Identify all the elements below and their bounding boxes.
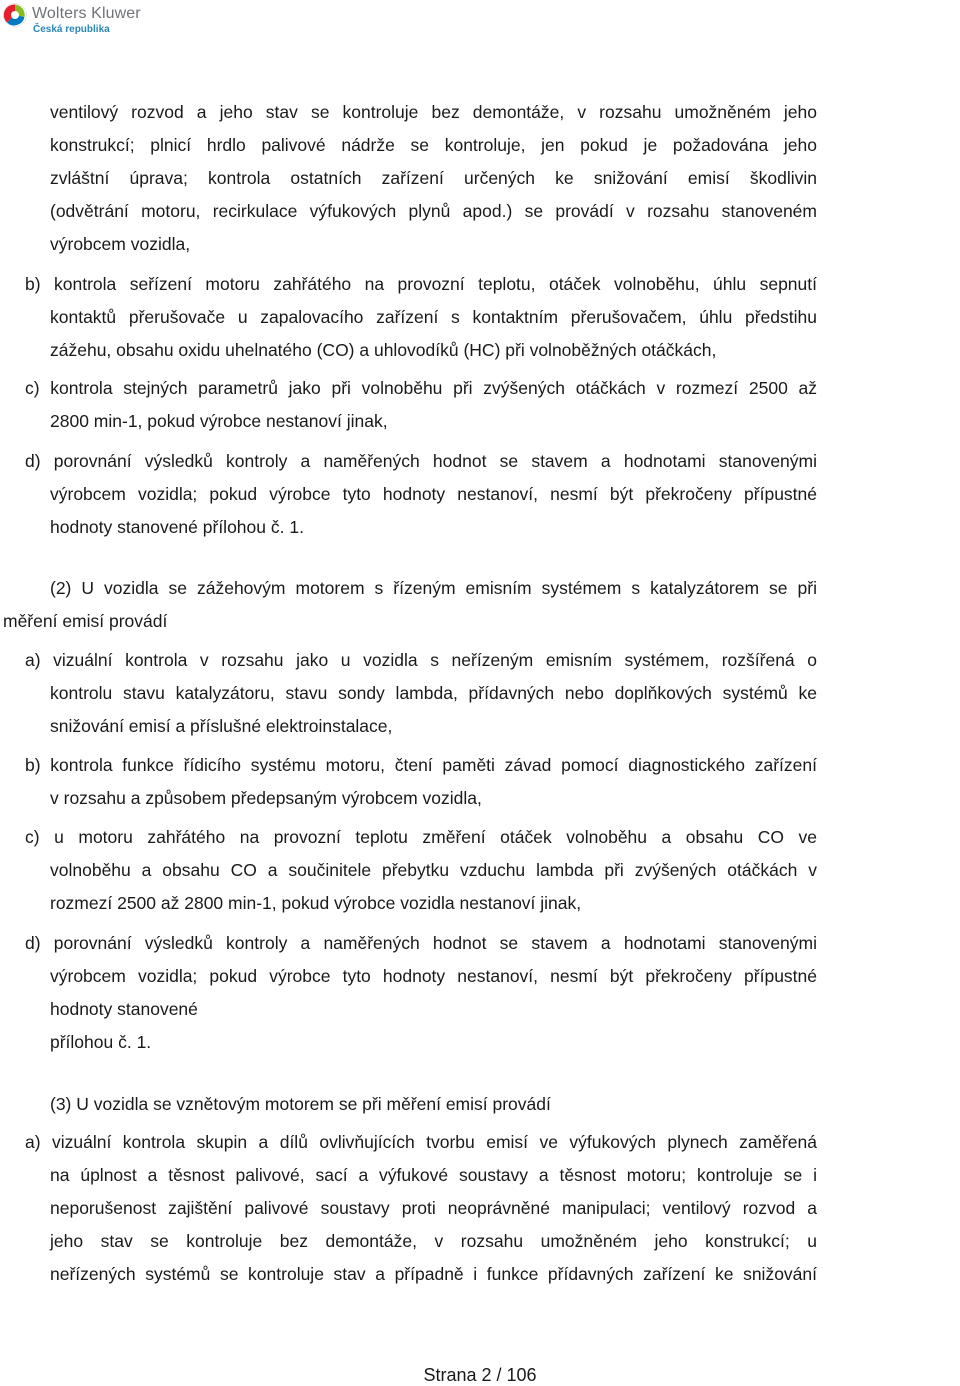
text-line: c) u motoru zahřátého na provozní teplotu změření otáček volnoběhu a obsahu CO ve [25, 827, 817, 847]
text-line: jeho stav se kontroluje bez demontáže, v rozsahu umožněném jeho konstrukcí; u [50, 1231, 817, 1251]
text-line: a) vizuální kontrola v rozsahu jako u vozidla s neřízeným emisním systémem, rozšířená o [25, 650, 817, 670]
text-line: rozmezí 2500 až 2800 min-1, pokud výrobce vozidla nestanoví jinak, [50, 893, 582, 913]
text-line: kontaktů přerušovače u zapalovacího zařízení s kontaktním přerušovačem, úhlu předstihu [50, 307, 817, 327]
text-line: d) porovnání výsledků kontroly a naměřených hodnot se stavem a hodnotami stanovenými [25, 451, 817, 471]
text-line: hodnoty stanovené [50, 999, 198, 1019]
text-line: d) porovnání výsledků kontroly a naměřených hodnot se stavem a hodnotami stanovenými [25, 933, 817, 953]
text-line: konstrukcí; plnicí hrdlo palivové nádrže se kontroluje, jen pokud je požadována jeho [50, 135, 817, 155]
text-line: výrobcem vozidla, [50, 234, 191, 254]
text-line: 2800 min-1, pokud výrobce nestanoví jinak, [50, 411, 388, 431]
page-number: Strana 2 / 106 [423, 1365, 537, 1385]
text-line: výrobcem vozidla; pokud výrobce tyto hodnoty nestanoví, nesmí být překročeny přípustné [50, 966, 817, 986]
text-line: na úplnost a těsnost palivové, sací a výfukové soustavy a těsnost motoru; kontroluje se i [50, 1165, 817, 1185]
text-line: měření emisí provádí [3, 611, 168, 631]
text-line: hodnoty stanovené přílohou č. 1. [50, 517, 304, 537]
text-line: volnoběhu a obsahu CO a součinitele přebytku vzduchu lambda při zvýšených otáčkách v [50, 860, 817, 880]
text-line: ventilový rozvod a jeho stav se kontroluje bez demontáže, v rozsahu umožněném jeho [50, 102, 817, 122]
text-line: výrobcem vozidla; pokud výrobce tyto hodnoty nestanoví, nesmí být překročeny přípustné [50, 484, 817, 504]
text-line: přílohou č. 1. [50, 1032, 152, 1052]
brand-subtitle: Česká republika [33, 24, 110, 35]
text-line: neřízených systémů se kontroluje stav a případně i funkce přídavných zařízení ke snižování [50, 1264, 817, 1284]
text-line: kontrolu stavu katalyzátoru, stavu sondy lambda, přídavných nebo doplňkových systémů ke [50, 683, 817, 703]
text-line: zážehu, obsahu oxidu uhelnatého (CO) a uhlovodíků (HC) při volnoběžných otáčkách, [50, 340, 717, 360]
wolters-kluwer-logo-icon [3, 3, 27, 27]
text-line: zvláštní úprava; kontrola ostatních zařízení určených ke snižování emisí škodlivin [50, 168, 817, 188]
text-line: (odvětrání motoru, recirkulace výfukových plynů apod.) se provádí v rozsahu stanoveném [50, 201, 817, 221]
brand-logo [3, 3, 153, 37]
text-line: snižování emisí a příslušné elektroinstalace, [50, 716, 393, 736]
paragraph-heading: (2) U vozidla se zážehovým motorem s řízeným emisním systémem s katalyzátorem se při [50, 578, 817, 598]
paragraph-heading: (3) U vozidla se vznětovým motorem se při měření emisí provádí [50, 1094, 551, 1114]
text-line: b) kontrola seřízení motoru zahřátého na provozní teplotu, otáček volnoběhu, úhlu sepnutí [25, 274, 817, 294]
text-line: v rozsahu a způsobem předepsaným výrobcem vozidla, [50, 788, 482, 808]
brand-name: Wolters Kluwer [32, 5, 141, 22]
text-line: b) kontrola funkce řídicího systému motoru, čtení paměti závad pomocí diagnostického zařízení [25, 755, 817, 775]
text-line: c) kontrola stejných parametrů jako při volnoběhu při zvýšených otáčkách v rozmezí 2500 až [25, 378, 817, 398]
text-line: neporušenost zajištění palivové soustavy proti neoprávněné manipulaci; ventilový rozvod a [50, 1198, 817, 1218]
text-line: a) vizuální kontrola skupin a dílů ovlivňujících tvorbu emisí ve výfukových plynech zaměřená [25, 1132, 817, 1152]
